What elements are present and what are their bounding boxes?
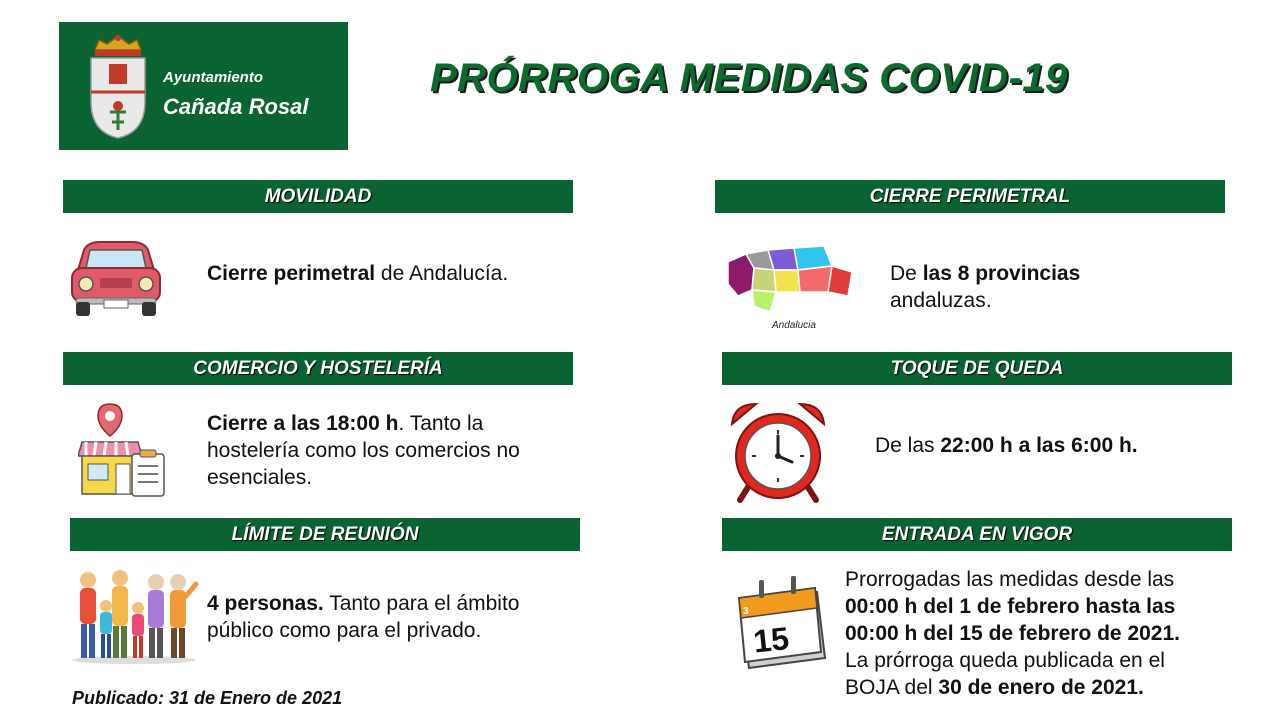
vigor-line3: 00:00 h del 15 de febrero de 2021. — [845, 622, 1180, 645]
comercio-text — [207, 410, 520, 491]
header-limite-reunion — [70, 518, 580, 551]
map-label: Andalucia — [772, 320, 816, 331]
header-vigor-label: ENTRADA EN VIGOR — [881, 523, 1073, 545]
movilidad-bold: Cierre perimetral — [207, 262, 376, 285]
header-movilidad — [63, 180, 573, 213]
header-comercio — [63, 352, 573, 385]
header-cierre-label: CIERRE PERIMETRAL — [869, 185, 1071, 207]
vigor-line5b: 30 de enero de 2021. — [938, 676, 1144, 699]
logo-line-2: Cañada Rosal — [163, 94, 309, 119]
calendar-icon — [733, 576, 829, 672]
movilidad-rest: de Andalucía. — [375, 262, 509, 285]
shop-icon — [78, 402, 168, 498]
reunion-rest: Tanto para el ámbito — [323, 592, 520, 615]
header-toque-queda — [722, 352, 1232, 385]
header-movilidad-label: MOVILIDAD — [264, 185, 372, 207]
header-entrada-vigor — [722, 518, 1232, 551]
vigor-text — [845, 566, 1180, 701]
vigor-line4: La prórroga queda publicada en el — [845, 649, 1165, 672]
header-reunion-label: LÍMITE DE REUNIÓN — [231, 523, 419, 545]
alarm-clock-icon — [728, 400, 828, 504]
calendar-small-number: 3 — [743, 606, 749, 617]
comercio-line3: esenciales. — [207, 466, 313, 489]
cierre-text-b: andaluzas. — [890, 289, 992, 312]
comercio-line2: hostelería como los comercios no — [207, 439, 520, 462]
vigor-line5a: BOJA del — [845, 676, 939, 699]
logo-line-1: Ayuntamiento — [163, 69, 264, 86]
movilidad-text — [207, 260, 508, 287]
reunion-text — [207, 590, 519, 644]
toque-bold: 22:00 h a las 6:00 h. — [940, 434, 1138, 457]
toque-text-a: De las — [875, 434, 941, 457]
toque-text — [875, 432, 1138, 459]
andalucia-map-icon — [724, 240, 856, 332]
cierre-text-a: De — [890, 262, 923, 285]
coat-of-arms-icon — [85, 32, 151, 142]
header-comercio-label: COMERCIO Y HOSTELERÍA — [193, 357, 443, 379]
header-cierre-perimetral — [715, 180, 1225, 213]
page-title: PRÓRROGA MEDIDAS COVID-19 — [430, 56, 1068, 100]
header-toque-label: TOQUE DE QUEDA — [890, 357, 1064, 379]
vigor-line2: 00:00 h del 1 de febrero hasta las — [845, 595, 1176, 618]
comercio-rest: . Tanto la — [398, 412, 484, 435]
published-date: Publicado: 31 de Enero de 2021 — [72, 688, 343, 708]
reunion-bold: 4 personas. — [207, 592, 324, 615]
vigor-line1: Prorrogadas las medidas desde las — [845, 568, 1175, 591]
comercio-bold: Cierre a las 18:00 h — [207, 412, 399, 435]
calendar-day: 15 — [751, 620, 791, 660]
town-logo — [59, 22, 348, 150]
cierre-bold: las 8 provincias — [922, 262, 1081, 285]
reunion-line2: público como para el privado. — [207, 619, 482, 642]
cierre-text — [890, 260, 1080, 314]
family-icon — [68, 566, 200, 664]
car-icon — [70, 240, 162, 318]
